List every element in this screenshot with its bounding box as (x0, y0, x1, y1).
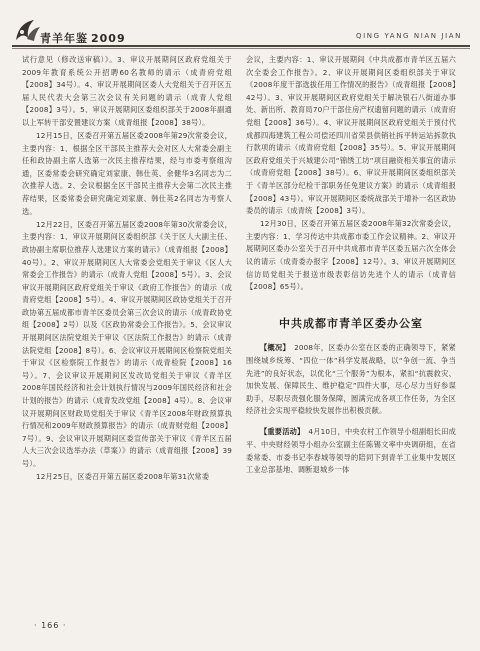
overview-tag: 【概况】 (260, 343, 291, 353)
page-header (0, 0, 480, 48)
paragraph: 12月25日，区委召开第五届区委2008年第31次常委 (36, 472, 210, 482)
paragraph: 12月15日，区委召开第五届区委2008年第29次常委会议，主要内容：1、根据全区干部民主推荐大会对区人大常委会副主任和政协副主席人选第一次民主推荐结果，经与市委考察组沟通，区委常委会研究确定刘家康、韩仕英、余健华3名同志为二次推荐人选。2、会议根据全区干部民主推荐大会第二次民主推荐结果，区委常委会研究确定刘家康、韩仕英2名同志为考察人选。 (22, 131, 232, 216)
yearbook-logo-icon (12, 18, 42, 44)
overview-text: 2008年，区委办公室在区委的正确领导下，紧紧围绕城乡统筹、“四位一体”科学发展战略，以“争创一流、争当先进”的良好状态，以优化“三个服务”为根本，紧扣“抗震救灾、加快发展、保障民生、维护稳定”四件大事，尽心尽力当好参谋助手，尽职尽责强化服务保障，圆满完成各项工作任务，为全区经济社会实现平稳较快发展作出积极贡献。 (246, 343, 456, 416)
paragraph: 12月30日，区委召开第五届区委2008年第32次常委会议，主要内容：1、学习传达中共成都市委工作会议精神。2、审议开展期间区委办公室关于召开中共成都市青羊区委五届六次全体会议的请示（成青委办报字【2008】12号）。3、审议开展期间区信访局党组关于报送市级表彰信访先进个人的请示（成青信【2008】65号）。 (246, 219, 456, 292)
events-text: 4月10日，中央农村工作领导小组副组长田成平、中央财经领导小组办公室副主任陈锡文率中央调研组，在省委常委、市委书记李春城等领导的陪同下到青羊工业集中发展区工业总部基地、调断退城乡一体 (246, 427, 457, 475)
left-column (22, 54, 232, 484)
brand-name: 青羊年鉴 (40, 32, 88, 45)
paragraph: 试行意见（修改送审稿）》。3、审议开展期间区政府党组关于2009年教育系统公开招聘60名教师的请示（成青府党组【2008】34号）。4、审议开展期间区委人大党组关于召开区五届人民代表大会第三次会议有关问题的请示（成青人党组【2008】3号）。5、审议开展期间区委组织部关于2008年副通以上军转干部安置建议方案（成青组报【2008】38号）。 (22, 55, 232, 127)
section-title: 中共成都市青羊区委办公室 (279, 316, 423, 330)
brand-english-title: QING YANG NIAN JIAN (356, 32, 462, 40)
spacer (246, 418, 456, 426)
events-tag: 【重要活动】 (260, 427, 305, 437)
header-rule (12, 45, 470, 47)
paragraph: 12月22日，区委召开第五届区委2008年第30次常委会议，主要内容：1、审议开展期间区委组织部《关于区人大副主任、政协副主席职位推荐人选建议方案的请示》（成青组报【2008】40号）。2、审议开展期间区人大常委会党组关于审议《区人大常委会工作报告》的请示（成青人党组【2008】5号）。3、会议审议开展期间区政府党组关于审议《政府工作报告》的请示（成青府党组【2008】5号）。4、审议开展期间区政协党组关于召开政协第五届成都市青羊区委员会第三次会议的请示（成青政协党组【2008】2号）以及《区政协常委会工作报告》。5、会议审议开展期间区法院党组关于审议《区法院工作报告》的请示（成青法院党组【2008】8号）。6、会议审议开展期间区检察院党组关于审议《区检察院工作报告》的请示（成青检院【2008】16号）。7、会议审议开展期间区发改局党组关于审议《青羊区2008年国民经济和社会计划执行情况与2009年国民经济和社会计划的报告》的请示（成青发改党组【2008】4号）。8、会议审议开展期间区财政局党组关于审议《青羊区2008年财政预算执行情况和2009年财政预算报告》的请示（成青财党组【2008】7号）。9、会议审议开展期间区委宣传部关于审议《青羊区五届人大三次会议选举办法（草案）》的请示（成青组报【2008】39号）。 (22, 219, 232, 468)
page-number: · 166 · (34, 621, 67, 630)
brand-year: 2009 (91, 32, 126, 45)
brand-title (40, 30, 126, 46)
events-paragraph (246, 426, 456, 476)
paragraph: 会议，主要内容：1、审议开展期间《中共成都市青羊区五届六次全委会工作报告》。2、审议开展期间区委组织部关于审议《2008年度干部选拔任用工作情况的报告》（成青组报【2008】42号）。3、审议开展期间区政府党组关于解决银石八街道办事处、新出所、教育局70户干部住房产权遗留问题的请示（成青府党组【2008】36号）。4、审议开展期间区政府党组关于预付代成都四海建筑工程公司偿还四川省荣县供销社拆平转运站拆款执行款项的请示（成青府党组【2008】35号）。5、审议开展期间区政府党组关于兴城建公司“锦绣工坊”项目融资相关事宜的请示（成青府党组【2008】38号）。6、审议开展期间区委组织部关于《青羊区部分纪检干部职务任免建议方案》的请示（成青组报【2008】43号）。审议开展期间区委统战部关于增补一名区政协委员的请示（成青统【2008】3号）。 (246, 55, 456, 216)
header-rule-thin (12, 48, 470, 49)
right-column (246, 54, 456, 477)
overview-paragraph (246, 342, 456, 418)
